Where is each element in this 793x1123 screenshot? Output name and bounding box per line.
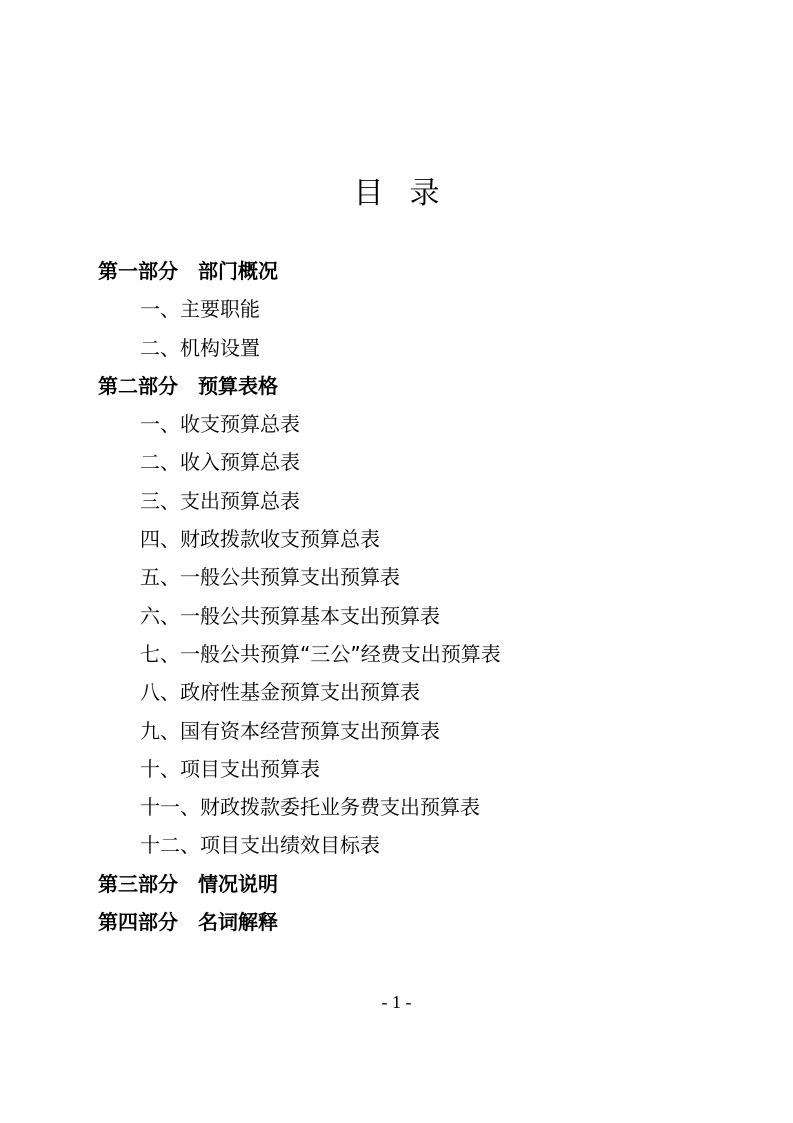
toc-part-name: 预算表格 bbox=[198, 373, 278, 398]
toc-part-number: 第一部分 bbox=[98, 259, 178, 283]
toc-item[interactable]: 十一、财政拨款委托业务费支出预算表 bbox=[140, 795, 480, 820]
toc-item[interactable]: 四、财政拨款收支预算总表 bbox=[140, 527, 380, 552]
toc-part-name: 部门概况 bbox=[198, 259, 278, 283]
toc-part-2[interactable] bbox=[98, 367, 738, 405]
toc-part-4[interactable] bbox=[98, 903, 738, 941]
toc-item[interactable]: 二、收入预算总表 bbox=[140, 450, 300, 475]
toc-part-number: 第三部分 bbox=[98, 871, 178, 896]
toc-item[interactable]: 九、国有资本经营预算支出预算表 bbox=[140, 718, 440, 743]
page-title: 目录 bbox=[353, 176, 466, 211]
toc-item[interactable]: 五、一般公共预算支出预算表 bbox=[140, 565, 400, 590]
toc-item[interactable]: 三、支出预算总表 bbox=[140, 488, 300, 513]
toc-part-1[interactable] bbox=[98, 252, 738, 290]
toc-item[interactable]: 七、一般公共预算“三公”经费支出预算表 bbox=[140, 641, 501, 666]
toc-item[interactable]: 十、项目支出预算表 bbox=[140, 756, 320, 781]
toc-item[interactable]: 十二、项目支出绩效目标表 bbox=[140, 833, 380, 858]
table-of-contents bbox=[98, 252, 738, 941]
toc-item[interactable]: 一、收支预算总表 bbox=[140, 412, 300, 437]
toc-part-3[interactable] bbox=[98, 865, 738, 903]
page-number: - 1 - bbox=[381, 992, 412, 1012]
toc-part-name: 情况说明 bbox=[198, 871, 278, 896]
toc-part-name: 名词解释 bbox=[198, 910, 278, 935]
toc-item[interactable]: 二、机构设置 bbox=[140, 335, 260, 360]
toc-item[interactable]: 八、政府性基金预算支出预算表 bbox=[140, 680, 420, 705]
toc-part-number: 第二部分 bbox=[98, 373, 178, 398]
toc-item[interactable]: 六、一般公共预算基本支出预算表 bbox=[140, 603, 440, 628]
toc-item[interactable]: 一、主要职能 bbox=[140, 297, 260, 322]
toc-part-number: 第四部分 bbox=[98, 910, 178, 935]
